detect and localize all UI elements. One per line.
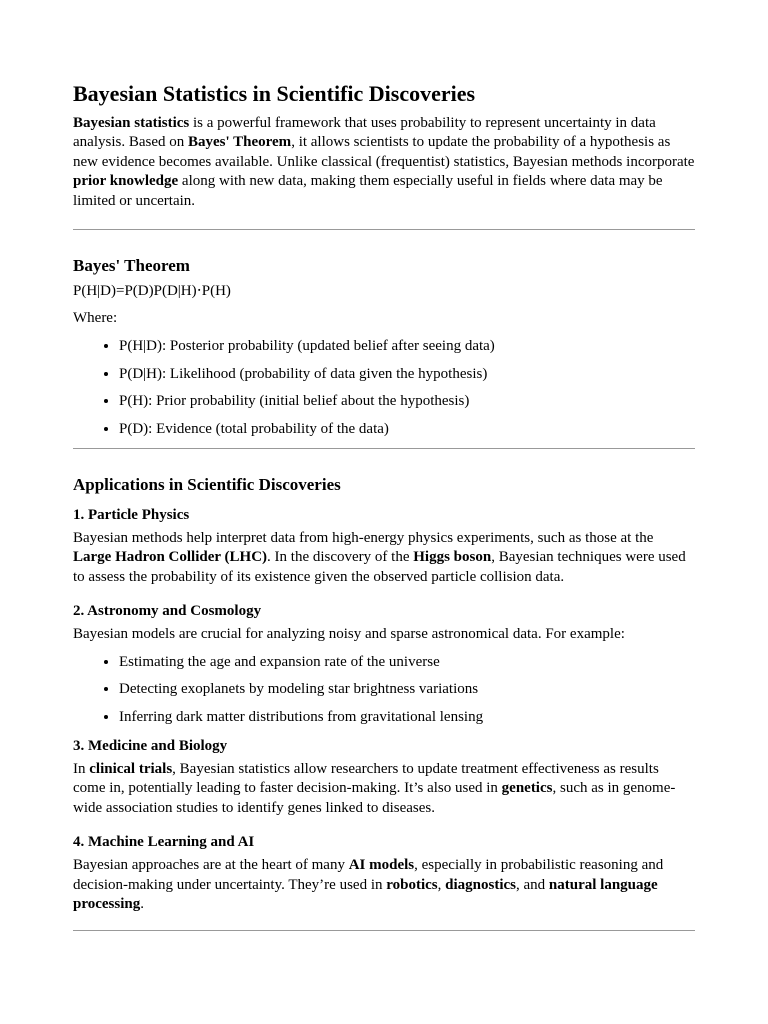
intro-paragraph: Bayesian statistics is a powerful framework that uses probability to represent uncertainty in data analysis. Based on Bayes' Theorem, it allows scientists to update the probability of a hypothesis as new evidence becomes available. Unlike classical (frequentist) statistics, Bayesian methods incorporate prior knowledge along with new data, making them especially useful in fields where data may be limited or uncertain.	[73, 115, 695, 209]
section-divider	[73, 229, 695, 230]
section-divider	[73, 448, 695, 449]
astronomy-list	[73, 653, 695, 728]
list-item: • Estimating the age and expansion rate of the universe	[119, 653, 695, 672]
bayes-terms-list	[73, 337, 695, 439]
astronomy-paragraph: Bayesian models are crucial for analyzing noisy and sparse astronomical data. For example:	[73, 626, 625, 643]
machine-learning-heading: 4. Machine Learning and AI	[73, 834, 255, 851]
list-item: • P(D): Evidence (total probability of the data)	[119, 420, 695, 439]
bayes-formula: P(H|D)=P(D)P(D|H)⋅P(H)	[73, 283, 231, 300]
list-item: • P(H): Prior probability (initial belief about the hypothesis)	[119, 392, 695, 411]
page-title: Bayesian Statistics in Scientific Discoveries	[73, 81, 476, 106]
where-label: Where:	[73, 310, 118, 327]
list-item: • Inferring dark matter distributions from gravitational lensing	[119, 708, 695, 727]
applications-heading: Applications in Scientific Discoveries	[73, 475, 341, 495]
section-divider	[73, 930, 695, 931]
list-item: • P(H|D): Posterior probability (updated belief after seeing data)	[119, 337, 695, 356]
medicine-paragraph: In clinical trials, Bayesian statistics allow researchers to update treatment effectiveness as results come in, potentially leading to faster decision-making. It’s also used in genetics, such as in genome-wide association studies to identify genes linked to diseases.	[73, 761, 676, 816]
article	[73, 80, 695, 931]
astronomy-heading: 2. Astronomy and Cosmology	[73, 603, 262, 620]
list-item: • Detecting exoplanets by modeling star brightness variations	[119, 680, 695, 699]
list-item: • P(D|H): Likelihood (probability of data given the hypothesis)	[119, 365, 695, 384]
machine-learning-paragraph: Bayesian approaches are at the heart of many AI models, especially in probabilistic reasoning and decision-making under uncertainty. They’re used in robotics, diagnostics, and natural language processing.	[73, 857, 664, 913]
medicine-heading: 3. Medicine and Biology	[73, 738, 228, 755]
bayes-theorem-heading: Bayes' Theorem	[73, 256, 190, 276]
particle-physics-heading: 1. Particle Physics	[73, 507, 190, 524]
particle-physics-paragraph: Bayesian methods help interpret data from high-energy physics experiments, such as those at the Large Hadron Collider (LHC). In the discovery of the Higgs boson, Bayesian techniques were used to assess the probability of its existence given the observed particle collision data.	[73, 530, 686, 585]
